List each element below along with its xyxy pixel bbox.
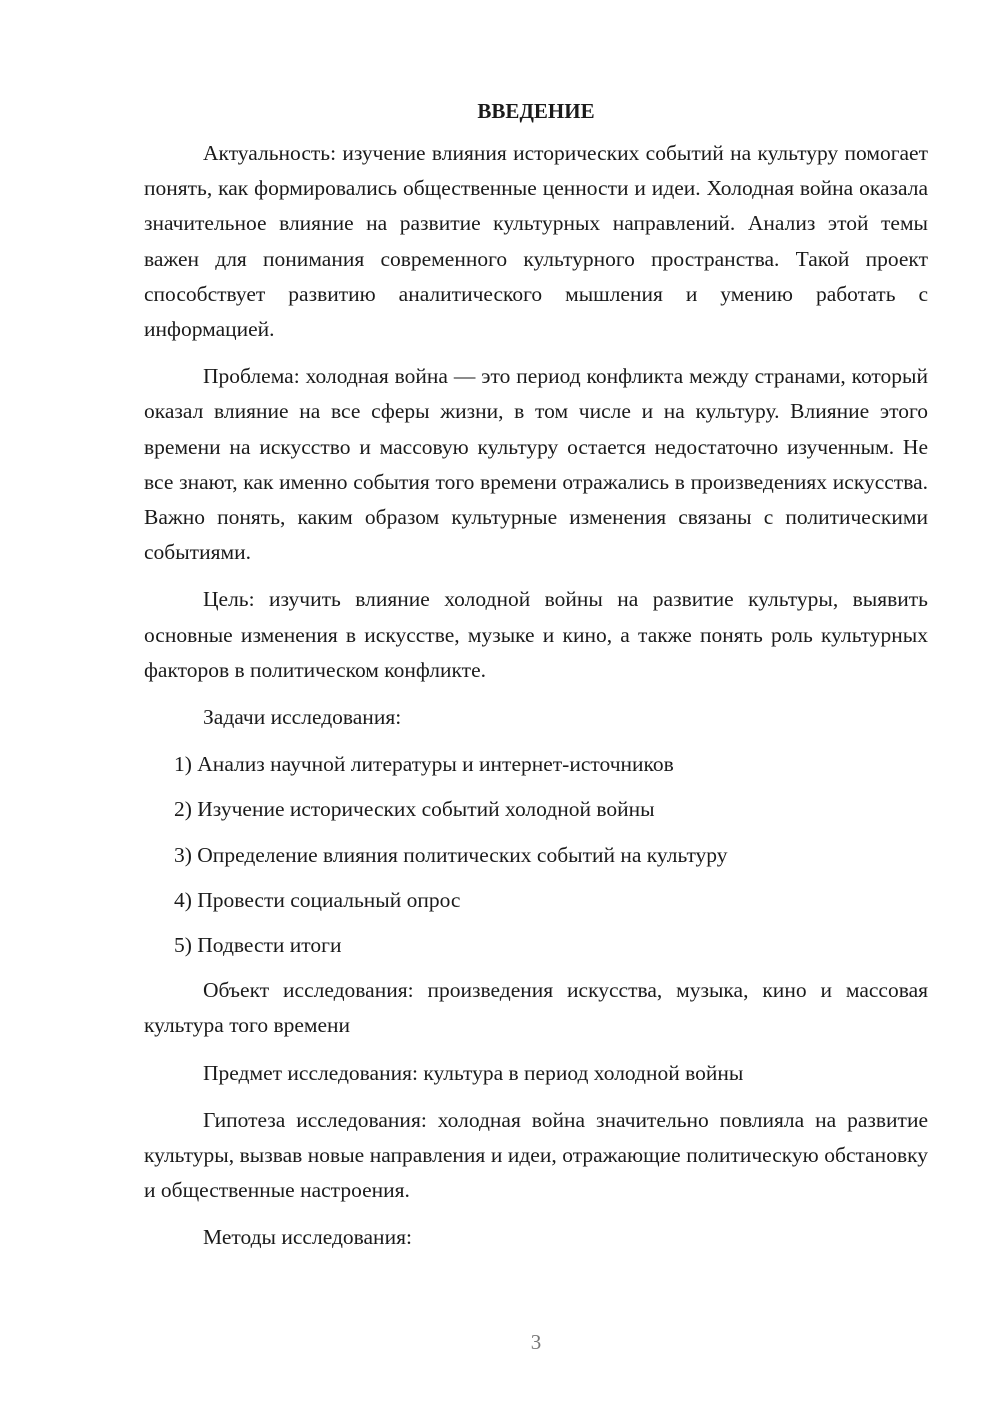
list-item: 3) Определение влияния политических событий на культуру <box>174 842 728 867</box>
subject-paragraph: Предмет исследования: культура в период холодной войны <box>203 1060 744 1085</box>
list-item: 1) Анализ научной литературы и интернет-источников <box>174 752 674 777</box>
document-page <box>144 96 928 1268</box>
tasks-list <box>144 747 928 963</box>
page-number: 3 <box>530 1330 542 1354</box>
problem-paragraph: Проблема: холодная война — это период конфликта между странами, который оказал влияние на все сферы жизни, в том числе и на культуру. Влияние этого времени на искусство и массовую культуру остается недостаточно изученным. Не все знают, как именно события того времени отражались в произведениях искусства. Важно понять, каким образом культурные изменения связаны с политическими событиями. <box>144 364 928 565</box>
relevance-paragraph: Актуальность: изучение влияния исторических событий на культуру помогает понять, как формировались общественные ценности и идеи. Холодная война оказала значительное влияние на развитие культурных направлений. Анализ этой темы важен для понимания современного культурного пространства. Такой проект способствует развитию аналитического мышления и умению работать с информацией. <box>144 141 928 342</box>
hypothesis-paragraph: Гипотеза исследования: холодная война значительно повлияла на развитие культуры, вызвав новые направления и идеи, отражающие политическую обстановку и общественные настроения. <box>144 1107 928 1203</box>
list-item: 5) Подвести итоги <box>174 933 342 958</box>
object-paragraph: Объект исследования: произведения искусства, музыка, кино и массовая культура того времени <box>144 978 928 1038</box>
tasks-heading: Задачи исследования: <box>203 705 402 730</box>
list-item: 4) Провести социальный опрос <box>174 887 461 912</box>
methods-heading: Методы исследования: <box>203 1225 412 1250</box>
list-item: 2) Изучение исторических событий холодной войны <box>174 797 655 822</box>
goal-paragraph: Цель: изучить влияние холодной войны на развитие культуры, выявить основные изменения в искусстве, музыке и кино, а также понять роль культурных факторов в политическом конфликте. <box>144 587 928 682</box>
section-heading: ВВЕДЕНИЕ <box>477 99 595 123</box>
